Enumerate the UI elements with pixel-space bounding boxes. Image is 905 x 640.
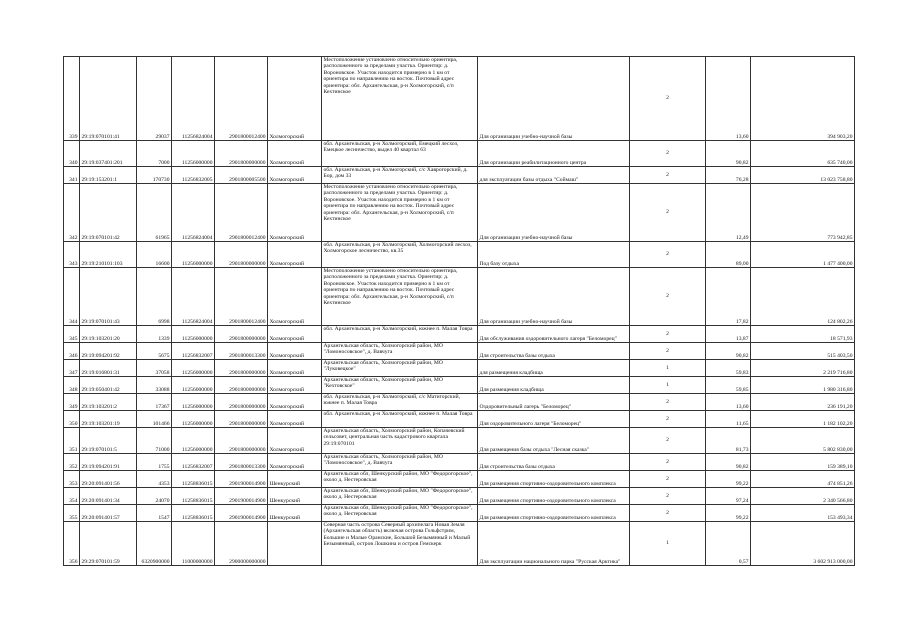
area-cell: 29037 [137,57,172,141]
cadastral-number-cell: 29:19:070101:43 [80,268,137,326]
oktmo-code-cell: 11258836015 [172,505,215,522]
row-number-cell: 343 [64,242,80,268]
category-cell: 2 [630,57,706,141]
table-row [64,57,855,141]
municipality-cell: Холмогорский [268,394,322,411]
permitted-use-cell: Для размещения базы отдыха "Лесная сказка" [478,428,630,454]
specific-value-cell: 0,57 [706,522,751,566]
municipality-cell: Холмогорский [268,167,322,184]
municipality-cell: Холмогорский [268,411,322,428]
cadastral-value-cell: 474 851,26 [751,471,855,488]
municipality-cell: Шенкурский [268,488,322,505]
address-cell: Местоположение установлено относительно ориентира, расположенного за пределами участка. Ориентир: д. Вороновское. Участок находится примерно в 1 км от ориентира по направлению на восток. Почтовый адрес ориентира: обл. Архангельская, р-н Холмогорский, с/п Кехтинское [322,57,478,141]
row-number-cell: 339 [64,57,80,141]
specific-value-cell: 90,82 [706,141,751,167]
cadastral-value-cell: 159 389,10 [751,454,855,471]
oktmo-code-cell: 11256000000 [172,326,215,343]
cadastral-number-cell: 29:20:091401:34 [80,488,137,505]
cadastral-number-cell: 29:19:070101:42 [80,184,137,242]
territory-code-cell: 2901900014900 [215,505,268,522]
municipality-cell: Холмогорский [268,268,322,326]
row-number-cell: 356 [64,522,80,566]
oktmo-code-cell: 11256824004 [172,57,215,141]
specific-value-cell: 81,73 [706,428,751,454]
territory-code-cell: 2901800005500 [215,167,268,184]
cadastral-number-cell: 29:19:153201:1 [80,167,137,184]
specific-value-cell: 12,49 [706,184,751,242]
address-cell: Архангельская область, Холмогорский район, МО "Луковецкое" [322,360,478,377]
cadastral-number-cell: 29:19:016801:31 [80,360,137,377]
category-cell: 1 [630,522,706,566]
oktmo-code-cell: 11256832007 [172,454,215,471]
permitted-use-cell: для эксплуатации базы отдыха "Соймаш" [478,167,630,184]
table-row [64,167,855,184]
cadastral-value-cell: 394 903,20 [751,57,855,141]
specific-value-cell: 89,00 [706,242,751,268]
cadastral-value-cell: 1 477 400,00 [751,242,855,268]
municipality-cell: Шенкурский [268,471,322,488]
cadastral-number-cell: 29:19:070101:5 [80,428,137,454]
table-row [64,377,855,394]
municipality-cell: Холмогорский [268,141,322,167]
permitted-use-cell: Для организации учебно-научной базы [478,57,630,141]
cadastral-value-cell: 13 023 758,80 [751,167,855,184]
oktmo-code-cell: 11256832005 [172,167,215,184]
row-number-cell: 349 [64,394,80,411]
table-row [64,242,855,268]
cadastral-number-cell: 29:19:094201:92 [80,343,137,360]
cadastral-value-cell: 3 602 913 000,00 [751,522,855,566]
category-cell: 2 [630,394,706,411]
area-cell: 17367 [137,394,172,411]
specific-value-cell: 17,82 [706,268,751,326]
territory-code-cell: 2901800013300 [215,454,268,471]
cadastral-value-cell: 124 802,26 [751,268,855,326]
cadastral-number-cell: 29:19:103201:2 [80,394,137,411]
table-row [64,505,855,522]
oktmo-code-cell: 11256000000 [172,242,215,268]
address-cell: Архангельская обл, Шенкурский район, МО "Федорогорское", около д. Нестеровская [322,471,478,488]
row-number-cell: 347 [64,360,80,377]
municipality-cell [268,522,322,566]
table-row [64,394,855,411]
address-cell: Архангельская область, Холмогорский район, МО "Ломоносовское", д. Вавчуга [322,454,478,471]
municipality-cell: Холмогорский [268,184,322,242]
cadastral-number-cell: 29:19:210101:103 [80,242,137,268]
cadastral-value-cell: 2 219 716,80 [751,360,855,377]
cadastral-number-cell: 29:19:094201:91 [80,454,137,471]
permitted-use-cell: Для размещения спортивно-оздоровительного комплекса [478,488,630,505]
permitted-use-cell: Для организации учебно-научной базы [478,268,630,326]
category-cell: 2 [630,471,706,488]
category-cell: 1 [630,377,706,394]
permitted-use-cell: Под базу отдыха [478,242,630,268]
table-row [64,454,855,471]
specific-value-cell: 11,65 [706,411,751,428]
permitted-use-cell: Оздоровительный лагерь "Беломорец" [478,394,630,411]
address-cell: Местоположение установлено относительно ориентира, расположенного за пределами участка. Ориентир: д. Вороновское. Участок находится примерно в 1 км от ориентира по направлению на восток. Почтовый адрес ориентира: обл. Архангельская, р-н Холмогорский, с/п Кехтинское [322,268,478,326]
cadastral-number-cell: 29:20:091401:57 [80,505,137,522]
table-row [64,488,855,505]
permitted-use-cell: Для строительства базы отдыха [478,343,630,360]
cadastral-value-cell: 1 980 316,80 [751,377,855,394]
row-number-cell: 351 [64,428,80,454]
table-row [64,268,855,326]
table-row [64,522,855,566]
table-row [64,184,855,242]
territory-code-cell: 2901900014900 [215,488,268,505]
cadastral-value-cell: 2 340 566,80 [751,488,855,505]
territory-code-cell: 2901800000000 [215,141,268,167]
row-number-cell: 342 [64,184,80,242]
oktmo-code-cell: 11000000000 [172,522,215,566]
area-cell: 5675 [137,343,172,360]
oktmo-code-cell: 11258836015 [172,471,215,488]
cadastral-number-cell: 29:29:070101:59 [80,522,137,566]
area-cell: 1755 [137,454,172,471]
land-plots-table [63,56,855,566]
municipality-cell: Холмогорский [268,326,322,343]
cadastral-value-cell: 5 802 830,00 [751,428,855,454]
territory-code-cell: 2900000000000 [215,522,268,566]
municipality-cell: Холмогорский [268,428,322,454]
category-cell: 1 [630,360,706,377]
address-cell: Архангельская область, Холмогорский район, Копачевский сельсовет, центральная часть кадастрового квартала 29:19:070101 [322,428,478,454]
category-cell: 2 [630,268,706,326]
category-cell: 2 [630,454,706,471]
table-row [64,360,855,377]
address-cell: Северная часть острова Северный архипелага Новая Земля (Архангельская область) включая острова Гольфстрим, Большие и Малые Оранские, Большой Безымянный и Малый Безымянный, остров Лошкина и остров Гемскерк [322,522,478,566]
area-cell: 6320900000 [137,522,172,566]
area-cell: 61965 [137,184,172,242]
territory-code-cell: 2901800000000 [215,428,268,454]
cadastral-value-cell: 635 740,00 [751,141,855,167]
permitted-use-cell: Для организации учебно-научной базы [478,184,630,242]
specific-value-cell: 90,82 [706,343,751,360]
territory-code-cell: 2901800000000 [215,326,268,343]
cadastral-value-cell: 153 493,34 [751,505,855,522]
address-cell: Архангельская область, Холмогорский район, МО "Кехтовское" [322,377,478,394]
address-cell: обл. Архангельская, р-н Холмогорский, южнее п. Малая Товра [322,326,478,343]
specific-value-cell: 13,60 [706,394,751,411]
specific-value-cell: 99,22 [706,505,751,522]
row-number-cell: 341 [64,167,80,184]
area-cell: 4353 [137,471,172,488]
area-cell: 1339 [137,326,172,343]
row-number-cell: 340 [64,141,80,167]
cadastral-value-cell: 18 571,93 [751,326,855,343]
cadastral-number-cell: 29:19:050401:42 [80,377,137,394]
oktmo-code-cell: 11258836015 [172,488,215,505]
area-cell: 33088 [137,377,172,394]
address-cell: Архангельская область, Холмогорский район, МО "Ломоносовское", д. Вавчуга [322,343,478,360]
cadastral-number-cell: 29:19:070101:41 [80,57,137,141]
table-row [64,471,855,488]
oktmo-code-cell: 11256000000 [172,394,215,411]
oktmo-code-cell: 11256832007 [172,343,215,360]
oktmo-code-cell: 11256000000 [172,377,215,394]
area-cell: 71000 [137,428,172,454]
category-cell: 2 [630,488,706,505]
cadastral-number-cell: 29:19:103201:19 [80,411,137,428]
permitted-use-cell: Для размещения кладбища [478,377,630,394]
row-number-cell: 344 [64,268,80,326]
row-number-cell: 355 [64,505,80,522]
cadastral-value-cell: 1 182 102,20 [751,411,855,428]
address-cell: Местоположение установлено относительно ориентира, расположенного за пределами участка. Ориентир: д. Вороновское. Участок находится примерно в 1 км от ориентира по направлению на восток. Почтовый адрес ориентира: обл. Архангельская, р-н Холмогорский, с/п Кехтинское [322,184,478,242]
row-number-cell: 350 [64,411,80,428]
row-number-cell: 353 [64,471,80,488]
category-cell: 2 [630,411,706,428]
address-cell: обл. Архангельская, р-н Холмогорский, с/с Хаврогорский, д. Бор, дом 33 [322,167,478,184]
permitted-use-cell: Для размещения спортивно-оздоровительного комплекса [478,471,630,488]
area-cell: 16600 [137,242,172,268]
specific-value-cell: 90,82 [706,454,751,471]
oktmo-code-cell: 11256824004 [172,268,215,326]
table-row [64,411,855,428]
permitted-use-cell: Для строительства базы отдыха [478,454,630,471]
specific-value-cell: 97,24 [706,488,751,505]
row-number-cell: 346 [64,343,80,360]
row-number-cell: 352 [64,454,80,471]
oktmo-code-cell: 11256824004 [172,184,215,242]
permitted-use-cell: Для эксплуатации национального парка "Русская Арктика" [478,522,630,566]
municipality-cell: Холмогорский [268,57,322,141]
table-row [64,343,855,360]
territory-code-cell: 2901800012400 [215,57,268,141]
specific-value-cell: 59,85 [706,377,751,394]
territory-code-cell: 2901800000000 [215,411,268,428]
address-cell: Архангельская обл, Шенкурский район, МО "Федорогорское", около д. Нестеровская [322,505,478,522]
category-cell: 2 [630,343,706,360]
table-row [64,141,855,167]
permitted-use-cell: для размещения кладбища [478,360,630,377]
municipality-cell: Шенкурский [268,505,322,522]
territory-code-cell: 2901800000000 [215,360,268,377]
municipality-cell: Холмогорский [268,242,322,268]
row-number-cell: 354 [64,488,80,505]
specific-value-cell: 13,60 [706,57,751,141]
municipality-cell: Холмогорский [268,377,322,394]
territory-code-cell: 2901800012400 [215,268,268,326]
cadastral-number-cell: 29:20:091401:56 [80,471,137,488]
category-cell: 2 [630,505,706,522]
category-cell: 2 [630,141,706,167]
category-cell: 2 [630,167,706,184]
table-row [64,428,855,454]
specific-value-cell: 99,22 [706,471,751,488]
category-cell: 2 [630,428,706,454]
oktmo-code-cell: 11256000000 [172,360,215,377]
territory-code-cell: 2901800013300 [215,343,268,360]
table-body [64,57,855,566]
area-cell: 24070 [137,488,172,505]
row-number-cell: 345 [64,326,80,343]
specific-value-cell: 76,28 [706,167,751,184]
oktmo-code-cell: 11256000000 [172,141,215,167]
category-cell: 2 [630,242,706,268]
territory-code-cell: 2901900014900 [215,471,268,488]
address-cell: обл. Архангельская, р-н Холмогорский, южнее п. Малая Товра [322,411,478,428]
oktmo-code-cell: 11256000000 [172,411,215,428]
municipality-cell: Холмогорский [268,454,322,471]
territory-code-cell: 2901800000000 [215,377,268,394]
permitted-use-cell: Для оздоровительного лагеря "Беломорец" [478,411,630,428]
table-row [64,326,855,343]
cadastral-number-cell: 29:19:103201:20 [80,326,137,343]
specific-value-cell: 59,83 [706,360,751,377]
permitted-use-cell: Для размещения спортивно-оздоровительного комплекса [478,505,630,522]
municipality-cell: Холмогорский [268,360,322,377]
area-cell: 6998 [137,268,172,326]
specific-value-cell: 13,87 [706,326,751,343]
cadastral-value-cell: 773 942,85 [751,184,855,242]
territory-code-cell: 2901800000000 [215,242,268,268]
category-cell: 2 [630,184,706,242]
cadastral-value-cell: 236 191,20 [751,394,855,411]
cadastral-number-cell: 29:19:037401:201 [80,141,137,167]
area-cell: 1547 [137,505,172,522]
address-cell: обл. Архангельская, р-н Холмогорский, Холмогорский лесхоз, Холмогорское лесничество, кв.35 [322,242,478,268]
permitted-use-cell: Для обслуживания оздоровительного лагеря "Беломорец" [478,326,630,343]
area-cell: 7000 [137,141,172,167]
territory-code-cell: 2901800012400 [215,184,268,242]
row-number-cell: 348 [64,377,80,394]
oktmo-code-cell: 11256000000 [172,428,215,454]
category-cell: 2 [630,326,706,343]
cadastral-value-cell: 515 403,50 [751,343,855,360]
address-cell: обл. Архангельская, р-н Холмогорский, с/с Матигорский, южнее п. Малая Товра [322,394,478,411]
area-cell: 37058 [137,360,172,377]
address-cell: Архангельская обл, Шенкурский район, МО "Федорогорское", около д. Нестеровская [322,488,478,505]
area-cell: 170730 [137,167,172,184]
permitted-use-cell: Для организации реабилитационного центра [478,141,630,167]
municipality-cell: Холмогорский [268,343,322,360]
area-cell: 101466 [137,411,172,428]
address-cell: обл. Архангельская, р-н Холмогорский, Емецкий лесхоз, Емецкое лесничество, выдел 40 квартал 63 [322,141,478,167]
territory-code-cell: 2901800000000 [215,394,268,411]
